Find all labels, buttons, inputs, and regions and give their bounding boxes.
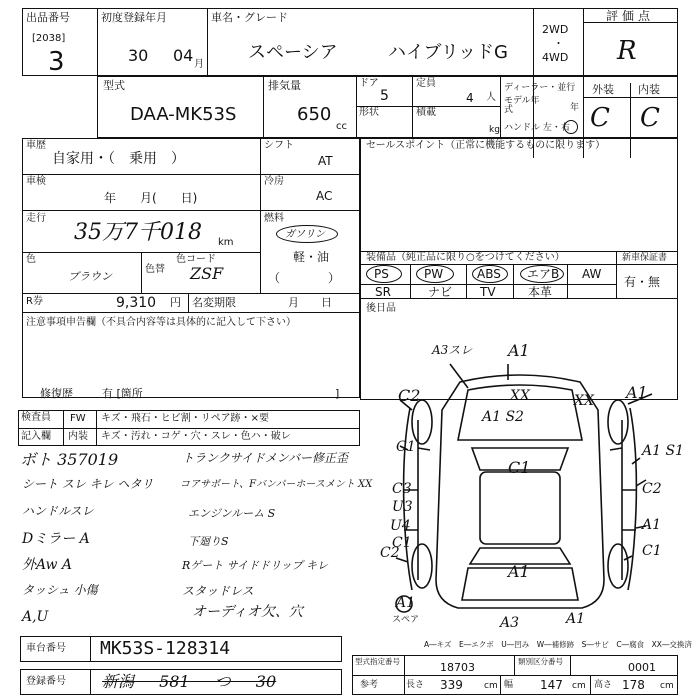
wheel-front-right bbox=[608, 400, 628, 444]
dealer-label: ディーラー・並行 bbox=[504, 83, 576, 93]
mark-u4: U4 bbox=[390, 518, 411, 534]
registration-value: 新潟 581 つ 30 bbox=[102, 672, 277, 691]
capacity-label: 定員 bbox=[416, 78, 436, 89]
chassis-label: 車台番号 bbox=[26, 643, 66, 654]
category: 0001 bbox=[628, 661, 656, 674]
length-label: 長さ bbox=[406, 680, 425, 690]
note-dash: タッシュ 小傷 bbox=[22, 583, 98, 597]
km-unit: km bbox=[218, 237, 234, 248]
fuel-selected: ガソリン bbox=[285, 229, 325, 240]
eval-score: R bbox=[617, 36, 637, 66]
grade: ハイブリッドG bbox=[388, 42, 508, 63]
capacity: 4 bbox=[466, 91, 474, 105]
fw-items: キズ・飛石・ヒビ割・リペア跡・×要 bbox=[101, 413, 269, 424]
drive-2wd: 2WD bbox=[542, 23, 569, 36]
note-rgate: Rゲート サイドドリップ キレ bbox=[182, 559, 328, 572]
displacement-label: 排気量 bbox=[268, 79, 301, 92]
repair-close: ] bbox=[335, 387, 340, 400]
caution-label: 注意事項申告欄（不具合内容等は具体的に記入して下さい） bbox=[26, 317, 296, 328]
equip-tv: TV bbox=[480, 285, 496, 299]
fuel-paren: （ ） bbox=[268, 271, 341, 285]
mark-a1-center-lower: A1 bbox=[508, 562, 530, 581]
length: 339 bbox=[440, 678, 463, 692]
color-code-label: 色コード bbox=[176, 254, 216, 265]
height-unit: cm bbox=[660, 681, 674, 691]
designation: 18703 bbox=[440, 661, 475, 674]
note-au: A,U bbox=[22, 609, 49, 625]
color-code: ZSF bbox=[190, 264, 224, 283]
mark-a1-right: A1 bbox=[626, 383, 648, 402]
car-roof bbox=[480, 472, 560, 544]
warranty-value: 有・無 bbox=[624, 275, 661, 289]
fw-label: FW bbox=[70, 413, 86, 424]
reg-year: 30 bbox=[128, 46, 149, 65]
drive-dot: ・ bbox=[553, 37, 564, 50]
shape-label: 形状 bbox=[359, 107, 379, 118]
car-name: スペーシア bbox=[248, 42, 338, 63]
mark-a1-bottom-left: A1 bbox=[396, 595, 416, 611]
warranty-label: 新車保証書 bbox=[622, 253, 668, 263]
height: 178 bbox=[622, 678, 645, 692]
history-value: 自家用・（ 乗用 ） bbox=[52, 151, 185, 167]
model: DAA-MK53S bbox=[130, 104, 237, 125]
color-label: 色 bbox=[26, 254, 36, 265]
doors: 5 bbox=[380, 88, 389, 104]
equip-sr: SR bbox=[375, 285, 391, 299]
eval-label: 評価点 bbox=[606, 9, 655, 23]
length-unit: cm bbox=[484, 681, 498, 691]
car-diagram bbox=[360, 330, 678, 630]
inspector-label-2: 記入欄 bbox=[21, 431, 51, 442]
yen-unit: 円 bbox=[170, 296, 181, 309]
note-under: 下廻りS bbox=[188, 535, 229, 548]
equipment-label: 装備品（純正品に限り○をつけてください） bbox=[366, 252, 565, 263]
repair-label: 修復歴 bbox=[40, 387, 73, 400]
year-unit: 年 bbox=[570, 103, 580, 113]
kg-unit: kg bbox=[489, 125, 500, 135]
mark-a3-sure: A3スレ bbox=[432, 343, 473, 357]
mark-c3: C3 bbox=[392, 481, 412, 497]
note-dmirror: Dミラー A bbox=[22, 531, 90, 547]
repair-value: 有 [箇所 bbox=[102, 387, 143, 400]
ac: AC bbox=[316, 189, 333, 203]
fuel-circle bbox=[276, 225, 338, 243]
int-items: キズ・汚れ・コゲ・穴・スレ・色ハ・破レ bbox=[101, 431, 291, 442]
mark-c2-left-lower: C2 bbox=[380, 545, 400, 561]
shift: AT bbox=[318, 154, 333, 168]
note-engine: エンジンルーム S bbox=[188, 507, 276, 520]
recycle-label: R券 bbox=[26, 296, 43, 307]
handle-right-circle bbox=[564, 120, 578, 134]
mark-c1-left-lower: C1 bbox=[392, 535, 412, 551]
expiry-label: 名変期限 bbox=[192, 296, 236, 309]
equip-pw: PW bbox=[424, 267, 444, 281]
name-label: 車名・グレード bbox=[211, 11, 288, 24]
ac-label: 冷房 bbox=[264, 176, 284, 187]
history-label: 車歴 bbox=[26, 140, 46, 151]
mark-a1-top: A1 bbox=[508, 341, 530, 360]
lot-number: 3 bbox=[48, 47, 65, 77]
wheel-rear-left bbox=[412, 544, 432, 588]
cc-unit: cc bbox=[336, 121, 347, 132]
expiry: 月 日 bbox=[288, 296, 332, 309]
exterior-grade: C bbox=[590, 103, 610, 133]
width-unit: cm bbox=[572, 681, 586, 691]
note-handle: ハンドルスレ bbox=[22, 504, 94, 518]
equip-navi: ナビ bbox=[428, 285, 453, 299]
wheel-rear-right bbox=[608, 544, 628, 588]
airbag-circle bbox=[520, 265, 564, 283]
int-label: 内装 bbox=[68, 431, 88, 442]
mark-xx-top: XX bbox=[510, 388, 530, 404]
note-odo: ボト 357019 bbox=[20, 450, 119, 469]
mark-a1-s2: A1 S2 bbox=[482, 409, 524, 425]
mileage: 35万7千018 bbox=[74, 220, 202, 245]
category-label: 類別区分番号 bbox=[518, 657, 563, 666]
reg-month: 04 bbox=[173, 46, 194, 65]
person-unit: 人 bbox=[486, 92, 496, 103]
mark-c2-left: C2 bbox=[398, 386, 421, 405]
mark-c2-right: C2 bbox=[642, 481, 662, 497]
load-label: 積載 bbox=[416, 107, 436, 118]
color: ブラウン bbox=[68, 270, 112, 283]
note-studless: スタッドレス bbox=[182, 584, 254, 598]
equip-leather: 本革 bbox=[528, 285, 553, 299]
mark-c1-center: C1 bbox=[508, 458, 531, 477]
equip-airbag: エアB bbox=[527, 267, 560, 281]
lot-label: 出品番号 bbox=[26, 11, 70, 24]
mark-a1-bottom-right: A1 bbox=[566, 611, 586, 627]
door-label: ドア bbox=[359, 78, 379, 89]
model-label: 型式 bbox=[103, 79, 125, 92]
damage-legend: A―キズ E―エクボ U―凹み W―補修跡 S―サビ C―腐食 XX―交換済 bbox=[424, 640, 692, 649]
ps-circle bbox=[366, 265, 402, 283]
equip-aw: AW bbox=[582, 267, 602, 281]
interior-label: 内装 bbox=[638, 83, 660, 96]
equip-abs: ABS bbox=[477, 267, 501, 281]
exterior-label: 外装 bbox=[592, 83, 614, 96]
ref-label: 参考 bbox=[360, 680, 379, 690]
mark-c1-right-lower: C1 bbox=[642, 543, 662, 559]
spare-label: スペア bbox=[392, 615, 420, 625]
mark-c1-left-upper: C1 bbox=[396, 439, 416, 455]
registration-label: 登録番号 bbox=[26, 676, 66, 687]
model-year-label: モデル年式 bbox=[504, 96, 540, 115]
note-trunk: トランクサイドメンバー修正歪 bbox=[182, 451, 348, 465]
abs-circle bbox=[472, 265, 508, 283]
height-label: 高さ bbox=[594, 680, 613, 690]
fuel-alt: 軽・油 bbox=[293, 250, 330, 264]
width-label: 幅 bbox=[504, 680, 514, 690]
mark-a3-bottom: A3 bbox=[500, 615, 520, 631]
note-core: コアサポート、Fバンパーホースメント XX bbox=[180, 479, 373, 490]
inspection-value: 年 月( 日) bbox=[104, 191, 198, 205]
fuel-label: 燃料 bbox=[264, 213, 284, 224]
sales-point-label: セールスポイント（正常に機能するものに限ります） bbox=[366, 140, 606, 151]
designation-label: 型式指定番号 bbox=[355, 657, 400, 666]
mark-xx-right: XX bbox=[574, 393, 594, 409]
month-unit: 月 bbox=[194, 59, 204, 70]
inspection-label: 車検 bbox=[26, 176, 46, 187]
handle-label: ハンドル 左・右 bbox=[504, 123, 570, 133]
equip-ps: PS bbox=[374, 267, 389, 281]
mark-a1-right-lower: A1 bbox=[642, 517, 662, 533]
note-outer-aw: 外Aw A bbox=[22, 557, 73, 573]
note-audio: オーディオ欠、穴 bbox=[192, 604, 303, 620]
mark-u3: U3 bbox=[392, 499, 413, 515]
mark-a1-s1-right: A1 S1 bbox=[642, 443, 684, 459]
first-reg-label: 初度登録年月 bbox=[101, 11, 167, 24]
chassis-value: MK53S-128314 bbox=[100, 638, 231, 659]
color-num-label: 色替 bbox=[145, 264, 165, 275]
later-label: 後日品 bbox=[366, 303, 396, 314]
inspector-label-1: 検査員 bbox=[21, 412, 51, 423]
recycle: 9,310 bbox=[116, 295, 157, 311]
shift-label: シフト bbox=[264, 140, 294, 151]
car-right-side bbox=[628, 408, 636, 590]
lot-code: [2038] bbox=[32, 33, 66, 44]
note-seat: シート スレ キレ ヘタリ bbox=[22, 477, 154, 491]
displacement: 650 bbox=[297, 104, 332, 125]
pw-circle bbox=[416, 265, 454, 283]
mileage-label: 走行 bbox=[26, 213, 46, 224]
interior-grade: C bbox=[640, 103, 660, 133]
drive-4wd: 4WD bbox=[542, 51, 569, 64]
width: 147 bbox=[540, 678, 563, 692]
wheel-front-left bbox=[412, 400, 432, 444]
